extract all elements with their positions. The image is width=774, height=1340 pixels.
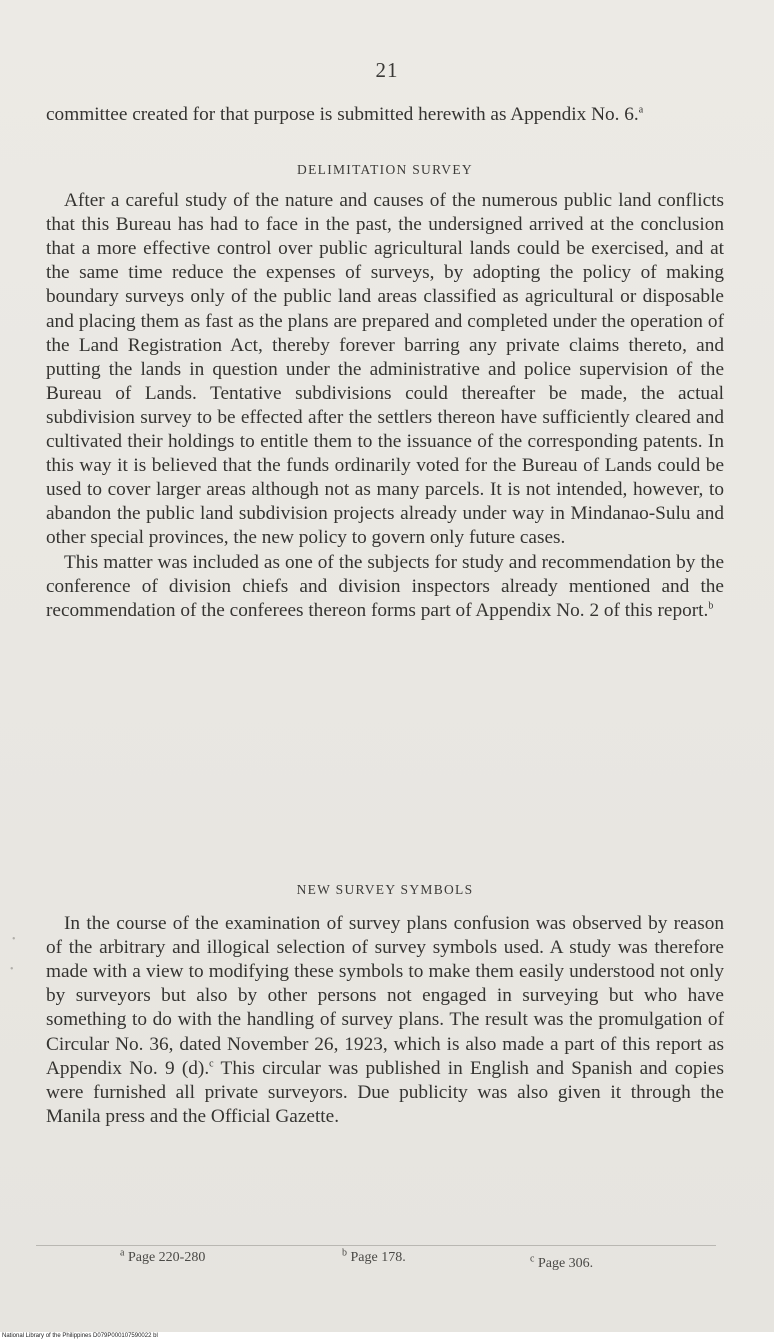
- symbols-paragraph-1-continued: This circular was published in English and Spanish and copies were furnished all private surveyors. Due publicity was also given it through the Manila press and the Official Gazette.: [46, 1057, 724, 1127]
- margin-dot-mark: •: [10, 964, 14, 975]
- intro-block: [46, 103, 724, 127]
- delimitation-paragraph-2: [46, 551, 724, 623]
- section-new-survey-symbols: [46, 878, 724, 1129]
- section-heading-new-survey-symbols: NEW SURVEY SYMBOLS: [296, 882, 474, 897]
- section-heading-delimitation: DELIMITATION SURVEY: [297, 162, 473, 177]
- footnote-b: $^b$ Page 178.: [342, 1247, 406, 1265]
- intro-text: committee created for that purpose is submitted herewith as Appendix No. 6.: [46, 104, 639, 125]
- footnote-ref-c: c: [209, 1058, 214, 1070]
- delimitation-paragraph-1: After a careful study of the nature and causes of the numerous public land conflicts that this Bureau has had to face in the past, the undersigned arrived at the conclusion that a more effective control over public agricultural lands could be exercised, and at the same time reduce the expenses of surveys, by adopting the policy of making boundary surveys only of the public land areas classified as agricultural or disposable and placing them as fast as the plans are prepared and completed under the operation of the Land Registration Act, thereby forever barring any private claims thereto, and putting the lands in question under the administrative and police supervision of the Bureau of Lands. Tentative subdivisions could thereafter be made, the actual subdivision survey to be effected after the settlers thereon have sufficiently cleared and cultivated their holdings to entitle them to the issuance of the corresponding patents. In this way it is believed that the funds ordinarily voted for the Bureau of Lands could be used to cover larger areas although not as many parcels. It is not intended, however, to abandon the public land subdivision projects already under way in Mindanao-Sulu and other special provinces, the new policy to govern only future cases.: [46, 190, 724, 549]
- footnote-a: $^a$ Page 220-280: [120, 1247, 206, 1265]
- intro-paragraph: [46, 103, 724, 127]
- footnote-c: $^c$ Page 306.: [530, 1253, 594, 1271]
- footnote-ref-b: b: [708, 600, 714, 612]
- symbols-paragraph-1: [46, 912, 724, 1129]
- delimitation-paragraph-2-text: This matter was included as one of the subjects for study and recommendation by the conference of division chiefs and division inspectors already mentioned and the recommendation of the conferees thereon forms part of Appendix No. 2 of this report.: [46, 551, 724, 621]
- symbols-paragraph-1-text: In the course of the examination of survey plans confusion was observed by reason of the arbitrary and illogical selection of survey symbols used. A study was therefore made with a view to modifying these symbols to make them easily understood not only by surveyors but also by other persons not engaged in surveying but who have something to do with the handling of survey plans. The result was the promulgation of Circular No. 36, dated November 26, 1923, which is also made a part of this report as Appendix No. 9 (d).: [46, 913, 724, 1079]
- footnote-ref-a: a: [638, 104, 644, 116]
- page-number: 21: [375, 58, 399, 82]
- margin-dot-mark: •: [12, 934, 16, 945]
- section-delimitation-survey: [46, 158, 724, 623]
- library-credit-line: National Library of the Philippines D079P000107590022 bl: [2, 1333, 158, 1339]
- footnote-rule: [36, 1245, 716, 1246]
